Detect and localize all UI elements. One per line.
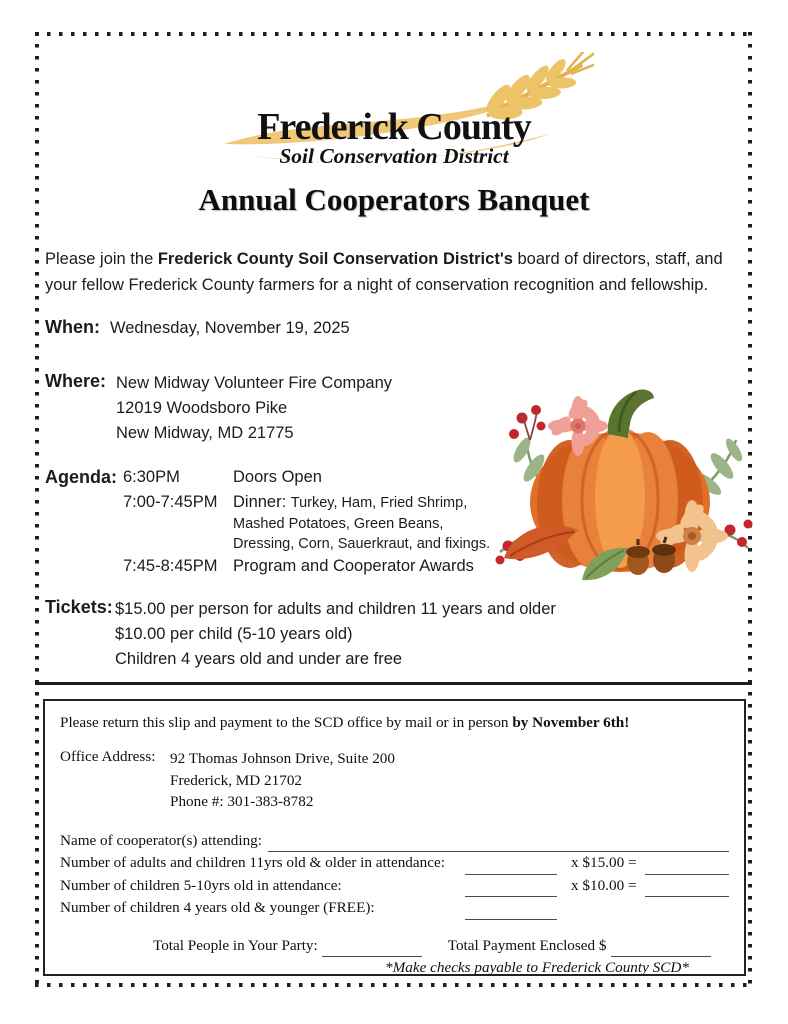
free-field-label: Number of children 4 years old & younger (FREE): [60,899,375,916]
adults-total-blank [645,858,729,875]
dotted-border-bottom [35,983,752,987]
agenda-gutter [45,490,123,515]
agenda-row-dinner [45,490,505,515]
dotted-border-left [35,32,39,987]
intro-text-pre: Please join the [45,250,158,268]
slip-deadline: by November 6th! [512,714,630,731]
children-multiplier-label: x $10.00 = [571,876,637,894]
field-row-children [60,875,729,898]
office-address-section [60,748,729,813]
logo-org-name: Frederick County [257,106,531,148]
when-value: Wednesday, November 19, 2025 [109,319,350,337]
where-section [45,371,392,446]
agenda-desc-program: Program and Cooperator Awards [233,557,474,575]
intro-text-post2: your fellow Frederick County farmers for a night of conservation recognition and fellowship. [45,276,709,294]
agenda-dinner-head: Dinner: [233,493,291,511]
when-section [45,317,350,338]
agenda-gutter [45,554,123,579]
when-label: When: [45,317,100,337]
agenda-time-program: 7:45-8:45PM [123,557,218,575]
office-address-city: Frederick, MD 21702 [170,771,303,789]
children-field-label: Number of children 5-10yrs old in attendance: [60,876,342,894]
where-line-street: 12019 Woodsboro Pike [116,399,288,417]
adults-multiplier-label: x $15.00 = [571,854,637,871]
field-row-totals [60,935,729,957]
free-count-blank [465,903,557,920]
tickets-section [45,597,556,672]
agenda-label: Agenda: [45,467,117,487]
checks-payable-note: *Make checks payable to Frederick County SCD* [385,958,689,976]
agenda-row-doors [45,465,505,490]
field-row-name [60,830,729,853]
intro-text-bold: Frederick County Soil Conservation District's [157,250,513,268]
page-title: Annual Cooperators Banquet [198,182,590,217]
office-address-phone: Phone #: 301-383-8782 [170,793,314,810]
office-address-street: 92 Thomas Johnson Drive, Suite 200 [170,750,395,767]
where-line-venue: New Midway Volunteer Fire Company [116,374,393,392]
organization-logo [194,52,594,174]
name-field-blank [268,835,729,852]
total-payment-label: Total Payment Enclosed $ [447,936,607,954]
field-row-adults [60,852,729,875]
pumpkin-icon [486,380,754,588]
office-address-label: Office Address: [60,748,156,765]
logo-org-subtitle: Soil Conservation District [279,144,509,168]
where-line-city: New Midway, MD 21775 [116,424,294,442]
total-people-label: Total People in Your Party: [153,936,318,954]
tear-off-line [35,682,752,685]
dotted-border-top [35,32,752,36]
adults-count-blank [465,858,557,875]
agenda-dinner-menu-1: Turkey, Ham, Fried Shrimp, [290,495,468,511]
agenda-desc-dinner [233,490,505,515]
tickets-pricing [115,597,556,672]
adults-field-label: Number of adults and children 11yrs old & older in attendance: [60,854,445,871]
intro-text-post1: board of directors, staff, and [512,250,723,268]
total-payment-blank [611,940,711,957]
ticket-price-adult: $15.00 per person for adults and children 11 years and older [115,600,556,618]
ticket-price-free: Children 4 years old and under are free [115,650,403,668]
name-field-label: Name of cooperator(s) attending: [60,831,262,849]
agenda-dinner-menu-2: Mashed Potatoes, Green Beans, [233,516,444,532]
pumpkin-illustration [486,380,754,588]
slip-instructions [60,712,729,733]
children-total-blank [645,880,729,897]
agenda-desc-doors: Doors Open [233,468,322,486]
field-row-free [60,897,729,920]
intro-paragraph [45,246,757,298]
where-label: Where: [45,371,107,391]
agenda-row-program [45,554,505,579]
office-address-lines [170,748,395,813]
agenda-section [45,465,505,579]
slip-instructions-pre: Please return this slip and payment to the SCD office by mail or in person [60,714,513,731]
total-people-blank [322,940,422,957]
ticket-price-child: $10.00 per child (5-10 years old) [115,625,353,643]
where-address [116,371,392,446]
agenda-dinner-menu-3: Dressing, Corn, Sauerkraut, and fixings. [233,535,491,552]
tickets-label: Tickets: [45,597,113,617]
agenda-time-doors: 6:30PM [123,468,180,486]
agenda-time-dinner: 7:00-7:45PM [123,493,218,511]
return-slip-form [43,699,746,976]
children-count-blank [465,880,557,897]
